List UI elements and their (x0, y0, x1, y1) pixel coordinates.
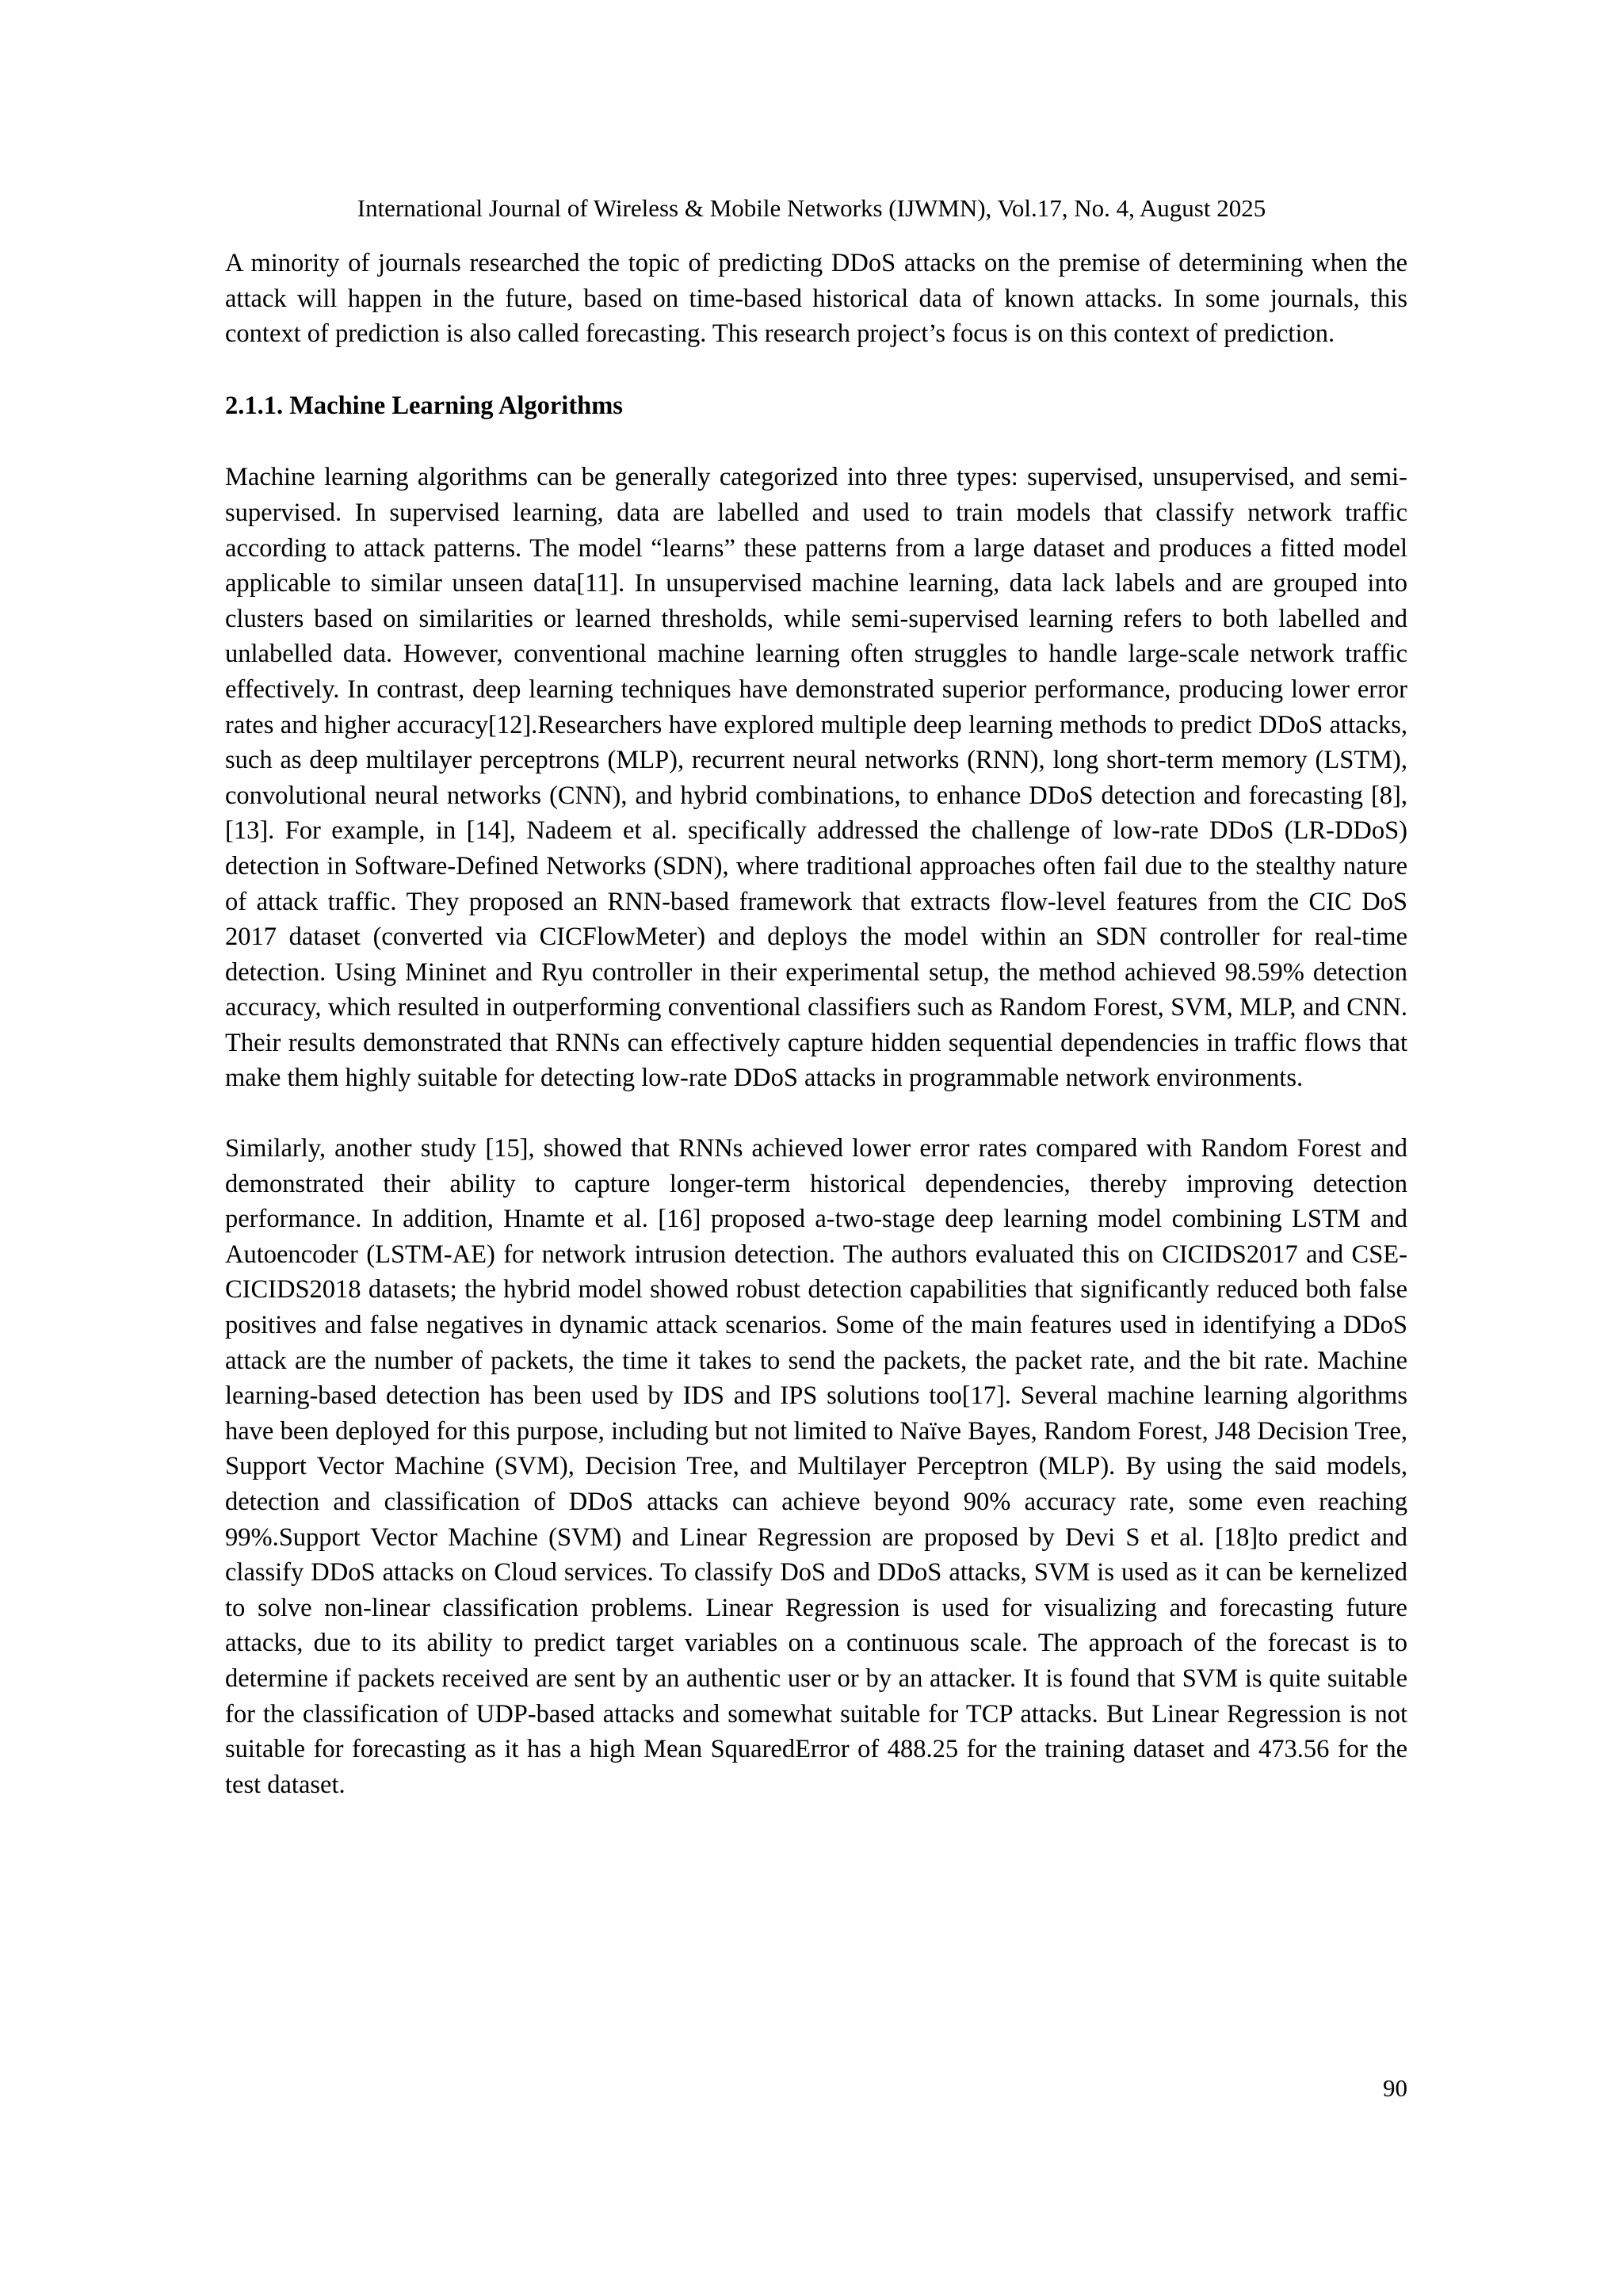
spacer (225, 423, 1407, 460)
section-heading: 2.1.1. Machine Learning Algorithms (225, 391, 623, 420)
page-body (225, 246, 1407, 1802)
body-paragraph-2: Similarly, another study [15], showed that RNNs achieved lower error rates compared with Random Forest and demonstrated their ability to capture longer-term historical dependencies, thereby improving detection performance. In addition, Hnamte et al. [16] proposed a-two-stage deep learning model combining LSTM and Autoencoder (LSTM-AE) for network intrusion detection. The authors evaluated this on CICIDS2017 and CSE-CICIDS2018 datasets; the hybrid model showed robust detection capabilities that significantly reduced both false positives and false negatives in dynamic attack scenarios. Some of the main features used in identifying a DDoS attack are the number of packets, the time it takes to send the packets, the packet rate, and the bit rate. Machine learning-based detection has been used by IDS and IPS solutions too[17]. Several machine learning algorithms have been deployed for this purpose, including but not limited to Naïve Bayes, Random Forest, J48 Decision Tree, Support Vector Machine (SVM), Decision Tree, and Multilayer Perceptron (MLP). By using the said models, detection and classification of DDoS attacks can achieve beyond 90% accuracy rate, some even reaching 99%.Support Vector Machine (SVM) and Linear Regression are proposed by Devi S et al. [18]to predict and classify DDoS attacks on Cloud services. To classify DoS and DDoS attacks, SVM is used as it can be kernelized to solve non-linear classification problems. Linear Regression is used for visualizing and forecasting future attacks, due to its ability to predict target variables on a continuous scale. The approach of the forecast is to determine if packets received are sent by an authentic user or by an attacker. It is found that SVM is quite suitable for the classification of UDP-based attacks and somewhat suitable for TCP attacks. But Linear Regression is not suitable for forecasting as it has a high Mean SquaredError of 488.25 for the training dataset and 473.56 for the test dataset. (225, 1134, 1407, 1799)
page-number: 90 (1383, 2074, 1407, 2102)
intro-paragraph: A minority of journals researched the topic of predicting DDoS attacks on the premise of determining when the attack will happen in the future, based on time-based historical data of known attacks. In some journals, this context of prediction is also called forecasting. This research project’s focus is on this context of prediction. (225, 249, 1407, 349)
spacer (225, 1096, 1407, 1131)
spacer (225, 352, 1407, 388)
running-header: International Journal of Wireless & Mobile Networks (IJWMN), Vol.17, No. 4, August 2025 (357, 194, 1266, 222)
body-paragraph-1: Machine learning algorithms can be generally categorized into three types: supervised, unsupervised, and semi-supervised. In supervised learning, data are labelled and used to train models that classify network traffic according to attack patterns. The model “learns” these patterns from a large dataset and produces a fitted model applicable to similar unseen data[11]. In unsupervised machine learning, data lack labels and are grouped into clusters based on similarities or learned thresholds, while semi-supervised learning refers to both labelled and unlabelled data. However, conventional machine learning often struggles to handle large-scale network traffic effectively. In contrast, deep learning techniques have demonstrated superior performance, producing lower error rates and higher accuracy[12].Researchers have explored multiple deep learning methods to predict DDoS attacks, such as deep multilayer perceptrons (MLP), recurrent neural networks (RNN), long short-term memory (LSTM), convolutional neural networks (CNN), and hybrid combinations, to enhance DDoS detection and forecasting [8], [13]. For example, in [14], Nadeem et al. specifically addressed the challenge of low-rate DDoS (LR-DDoS) detection in Software-Defined Networks (SDN), where traditional approaches often fail due to the stealthy nature of attack traffic. They proposed an RNN-based framework that extracts flow-level features from the CIC DoS 2017 dataset (converted via CICFlowMeter) and deploys the model within an SDN controller for real-time detection. Using Mininet and Ryu controller in their experimental setup, the method achieved 98.59% detection accuracy, which resulted in outperforming conventional classifiers such as Random Forest, SVM, MLP, and CNN. Their results demonstrated that RNNs can effectively capture hidden sequential dependencies in traffic flows that make them highly suitable for detecting low-rate DDoS attacks in programmable network environments. (225, 463, 1407, 1093)
